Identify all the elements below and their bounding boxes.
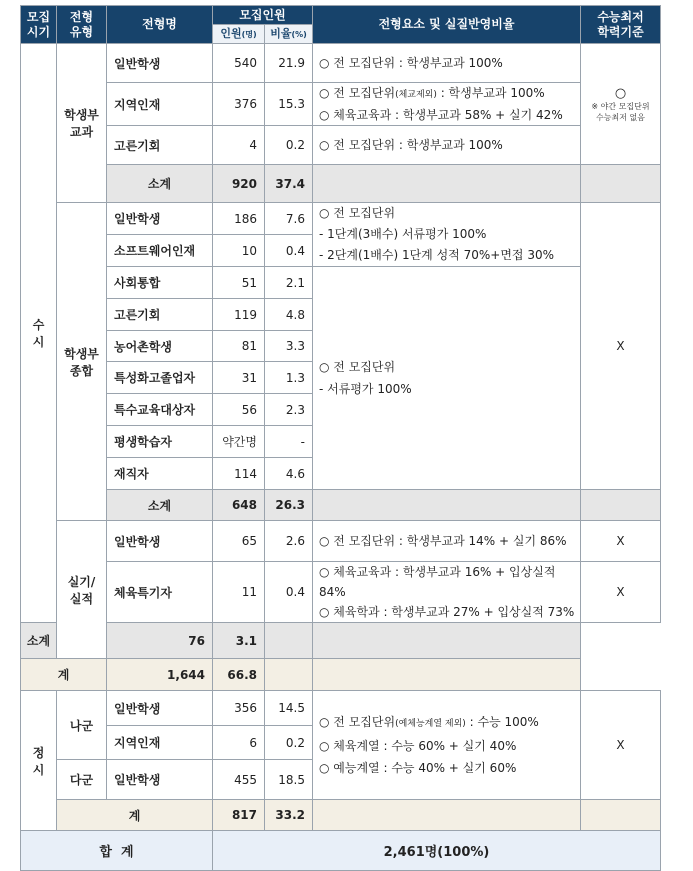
program-name: 일반학생 xyxy=(107,691,213,726)
program-name: 지역인재 xyxy=(107,83,213,126)
program-name: 사회통합 xyxy=(107,267,213,299)
grand-total-value: 2,461명(100%) xyxy=(213,831,661,871)
quota-count: 65 xyxy=(213,521,265,562)
quota-ratio: 18.5 xyxy=(265,760,313,800)
program-name: 특수교육대상자 xyxy=(107,394,213,426)
quota-ratio: 3.3 xyxy=(265,331,313,362)
quota-count: 4 xyxy=(213,126,265,165)
subtotal-label: 소계 xyxy=(107,490,213,521)
program-name: 일반학생 xyxy=(107,521,213,562)
header-count: 인원(명) xyxy=(213,25,265,44)
program-name: 일반학생 xyxy=(107,44,213,83)
quota-count: 51 xyxy=(213,267,265,299)
type-jonghap: 학생부 종합 xyxy=(57,203,107,521)
type-gyogwa: 학생부 교과 xyxy=(57,44,107,203)
minimum-criteria: X xyxy=(581,521,661,562)
program-name: 특성화고졸업자 xyxy=(107,362,213,394)
minimum-note: ※ 야간 모집단위 수능최저 없음 xyxy=(591,101,650,122)
quota-ratio: 0.4 xyxy=(265,235,313,267)
program-name: 재직자 xyxy=(107,458,213,490)
header-period: 모집 시기 xyxy=(21,6,57,44)
element-text: ○ 전 모집단위 : 학생부교과 100% xyxy=(313,126,581,165)
header-elements: 전형요소 및 실질반영비율 xyxy=(313,6,581,44)
subtotal-ratio: 37.4 xyxy=(265,165,313,203)
quota-count: 455 xyxy=(213,760,265,800)
period-susi: 수 시 xyxy=(21,44,57,623)
element-text: ○ 전 모집단위 - 1단계(3배수) 서류평가 100% - 2단계(1배수) 1단계 성적 70%+면접 30% xyxy=(313,203,581,267)
program-name: 고른기회 xyxy=(107,126,213,165)
program-name: 고른기회 xyxy=(107,299,213,331)
element-text: ○ 전 모집단위(체교제외) : 학생부교과 100% ○ 체육교육과 : 학생부교과 58% + 실기 42% xyxy=(313,83,581,126)
program-name: 소프트웨어인재 xyxy=(107,235,213,267)
quota-count: 6 xyxy=(213,726,265,760)
quota-count: 약간명 xyxy=(213,426,265,458)
element-text: ○ 체육교육과 : 학생부교과 16% + 입상실적 84% ○ 체육학과 : 학생부교과 27% + 입상실적 73% xyxy=(313,562,581,623)
group-da: 다군 xyxy=(57,760,107,800)
quota-count: 81 xyxy=(213,331,265,362)
element-text: ○ 전 모집단위 : 학생부교과 100% xyxy=(313,44,581,83)
element-text: ○ 전 모집단위 - 서류평가 100% xyxy=(313,267,581,490)
quota-count: 376 xyxy=(213,83,265,126)
type-silgi: 실기/ 실적 xyxy=(57,521,107,659)
quota-ratio: 15.3 xyxy=(265,83,313,126)
grand-total-label: 합 계 xyxy=(21,831,213,871)
quota-count: 356 xyxy=(213,691,265,726)
element-text: ○ 전 모집단위 : 학생부교과 14% + 실기 86% xyxy=(313,521,581,562)
subtotal-ratio: 26.3 xyxy=(265,490,313,521)
quota-ratio: 2.1 xyxy=(265,267,313,299)
admission-quota-table xyxy=(20,5,661,871)
subtotal-label: 소계 xyxy=(21,623,57,659)
minimum-criteria: X xyxy=(581,203,661,490)
quota-ratio: 0.2 xyxy=(265,726,313,760)
quota-count: 119 xyxy=(213,299,265,331)
quota-ratio: 4.6 xyxy=(265,458,313,490)
minimum-criteria: X xyxy=(581,562,661,623)
quota-count: 186 xyxy=(213,203,265,235)
program-name: 지역인재 xyxy=(107,726,213,760)
program-name: 평생학습자 xyxy=(107,426,213,458)
minimum-criteria: X xyxy=(581,691,661,800)
subtotal-ratio: 3.1 xyxy=(213,623,265,659)
quota-ratio: 1.3 xyxy=(265,362,313,394)
quota-ratio: 14.5 xyxy=(265,691,313,726)
quota-ratio: 0.2 xyxy=(265,126,313,165)
susi-total-count: 1,644 xyxy=(107,659,213,691)
subtotal-count: 76 xyxy=(107,623,213,659)
subtotal-label: 소계 xyxy=(107,165,213,203)
minimum-criteria xyxy=(581,44,661,165)
header-type: 전형 유형 xyxy=(57,6,107,44)
quota-ratio: 21.9 xyxy=(265,44,313,83)
susi-total-label: 계 xyxy=(21,659,107,691)
quota-ratio: 0.4 xyxy=(265,562,313,623)
quota-ratio: 4.8 xyxy=(265,299,313,331)
header-minimum: 수능최저 학력기준 xyxy=(581,6,661,44)
element-text: ○ 전 모집단위(예체능계열 제외) : 수능 100% ○ 체육계열 : 수능 60% + 실기 40% ○ 예능계열 : 수능 40% + 실기 60% xyxy=(313,691,581,800)
program-name: 농어촌학생 xyxy=(107,331,213,362)
jeongsi-total-ratio: 33.2 xyxy=(265,800,313,831)
subtotal-count: 920 xyxy=(213,165,265,203)
quota-ratio: 7.6 xyxy=(265,203,313,235)
header-ratio: 비율(%) xyxy=(265,25,313,44)
jeongsi-total-count: 817 xyxy=(213,800,265,831)
quota-ratio: 2.6 xyxy=(265,521,313,562)
quota-count: 31 xyxy=(213,362,265,394)
program-name: 일반학생 xyxy=(107,760,213,800)
program-name: 일반학생 xyxy=(107,203,213,235)
subtotal-count: 648 xyxy=(213,490,265,521)
quota-ratio: 2.3 xyxy=(265,394,313,426)
quota-ratio: - xyxy=(265,426,313,458)
header-quota: 모집인원 xyxy=(213,6,313,25)
quota-count: 540 xyxy=(213,44,265,83)
group-na: 나군 xyxy=(57,691,107,760)
quota-count: 114 xyxy=(213,458,265,490)
quota-count: 11 xyxy=(213,562,265,623)
period-jeongsi: 정 시 xyxy=(21,691,57,831)
header-name: 전형명 xyxy=(107,6,213,44)
program-name: 체육특기자 xyxy=(107,562,213,623)
susi-total-ratio: 66.8 xyxy=(213,659,265,691)
quota-count: 56 xyxy=(213,394,265,426)
circle-mark: ○ xyxy=(614,85,627,101)
quota-count: 10 xyxy=(213,235,265,267)
jeongsi-total-label: 계 xyxy=(57,800,213,831)
